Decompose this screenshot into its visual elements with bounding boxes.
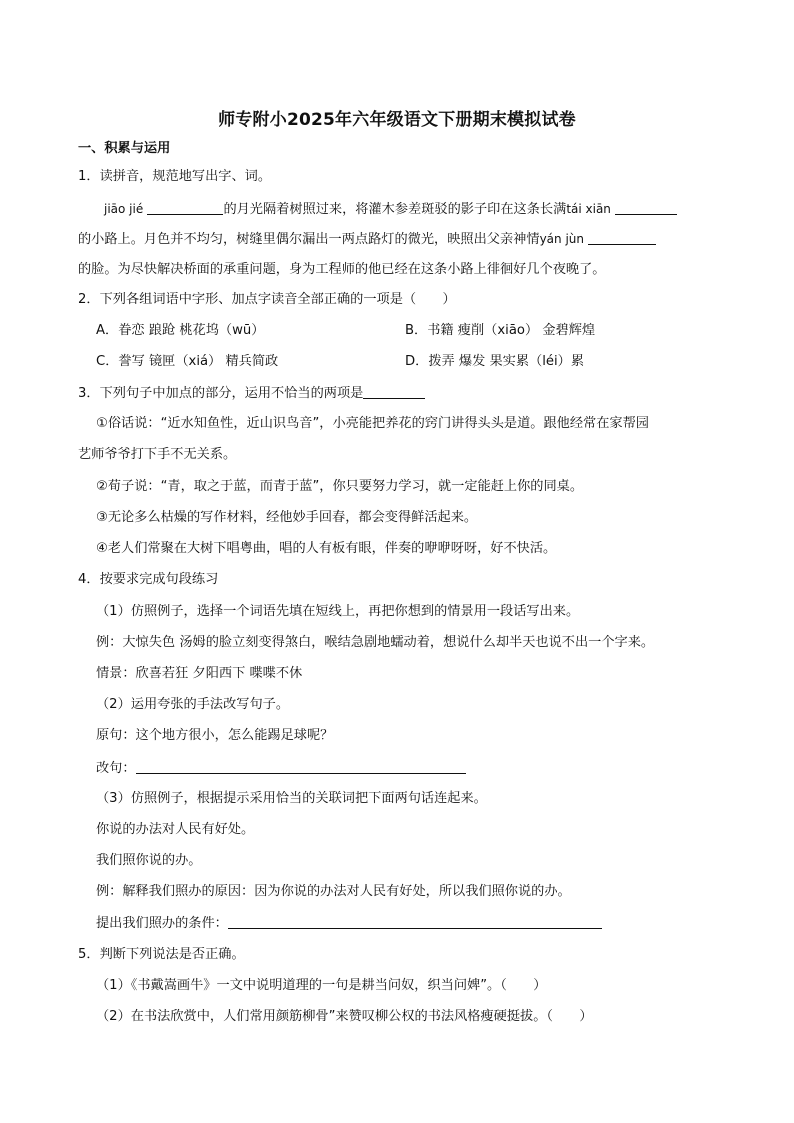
option-c[interactable]: C．誊写 镜匣（xiá） 精兵简政 (96, 354, 279, 369)
question-text: 下列句子中加点的部分，运用不恰当的两项是 (99, 386, 364, 401)
question-number: 2． (78, 292, 100, 307)
question-number: 4． (78, 572, 100, 587)
section-heading: 一、积累与运用 (78, 141, 171, 156)
passage-text: 的月光隔着树照过来，将灌木参差斑驳的影子印在这条长满 (223, 202, 567, 217)
question-5-prompt (78, 946, 245, 964)
rewrite-label: 改句： (96, 761, 136, 776)
judgement-item-2: （2）在书法欣赏中，人们常用颜筋柳骨”来赞叹柳公权的书法风格瘦硬挺拔。（ ） (96, 1009, 593, 1024)
pinyin-prompt: tái xiān (566, 202, 611, 216)
sentence-4: ④老人们常聚在大树下唱粤曲，唱的人有板有眼，伴奏的咿咿呀呀，好不快活。 (96, 541, 557, 556)
answer-blank[interactable] (615, 200, 677, 215)
sub-question-3: （3）仿照例子，根据提示采用恰当的关联词把下面两句话连起来。 (96, 791, 487, 806)
sentence-b: 我们照你说的办。 (96, 853, 202, 868)
answer-blank[interactable] (136, 759, 466, 774)
example-1: 例：大惊失色 汤姆的脸立刻变得煞白，喉结急剧地蠕动着，想说什么却半天也说不出一个字来。 (96, 635, 655, 650)
question-text: 按要求完成句段练习 (99, 572, 219, 587)
judgement-item-1: （1）《书戴嵩画牛》一文中说明道理的一句是耕当问奴，织当问婢”。（ ） (96, 978, 547, 993)
question-number: 3． (78, 386, 100, 401)
question-1-prompt (78, 168, 271, 186)
sentence-a: 你说的办法对人民有好处。 (96, 822, 255, 837)
answer-blank[interactable] (588, 230, 656, 245)
question-text: 下列各组词语中字形、加点字读音全部正确的一项是（ ） (99, 292, 456, 307)
scene-words: 情景：欣喜若狂 夕阳西下 喋喋不休 (96, 666, 303, 681)
pinyin-prompt: jiāo jié (104, 202, 144, 216)
sentence-1: ①俗话说：“近水知鱼性，近山识鸟音”，小亮能把养花的窍门讲得头头是道。跟他经常在家帮园 (96, 416, 649, 431)
example-3: 例：解释我们照办的原因：因为你说的办法对人民有好处，所以我们照你说的办。 (96, 884, 571, 899)
question-text: 判断下列说法是否正确。 (99, 947, 245, 962)
sub-question-1: （1）仿照例子，选择一个词语先填在短线上，再把你想到的情景用一段话写出来。 (96, 604, 580, 619)
passage-text: 的小路上。月色并不均匀，树缝里偶尔漏出一两点路灯的微光，映照出父亲神情 (78, 232, 540, 247)
answer-blank[interactable] (147, 200, 223, 215)
passage-text: 的脸。为尽快解决桥面的承重问题，身为工程师的他已经在这条小路上徘徊好几个夜晚了。 (78, 262, 606, 277)
question-1-line-2 (78, 230, 656, 249)
option-d[interactable]: D．拨弄 爆发 果实累（léi）累 (405, 354, 585, 369)
rewrite-line (96, 759, 466, 778)
answer-blank[interactable] (228, 914, 602, 929)
option-b[interactable]: B．书籍 瘦削（xiāo） 金碧辉煌 (405, 323, 596, 338)
question-text: 读拼音，规范地写出字、词。 (99, 169, 272, 184)
sentence-3: ③无论多么枯燥的写作材料，经他妙手回春，都会变得鲜活起来。 (96, 510, 478, 525)
question-4-prompt (78, 571, 218, 589)
condition-line (96, 914, 602, 933)
pinyin-prompt: yán jùn (539, 232, 584, 246)
option-a[interactable]: A．眷恋 踉跄 桃花坞（wū） (96, 323, 265, 338)
question-2-prompt (78, 291, 456, 309)
question-number: 1． (78, 169, 100, 184)
page-title: 师专附小2025年六年级语文下册期末模拟试卷 (218, 110, 576, 130)
question-3-prompt (78, 384, 425, 403)
answer-blank[interactable] (363, 384, 425, 399)
sub-question-2: （2）运用夸张的手法改写句子。 (96, 697, 290, 712)
sentence-2: ②荀子说：“青，取之于蓝，而青于蓝”，你只要努力学习，就一定能赶上你的同桌。 (96, 479, 584, 494)
original-sentence: 原句：这个地方很小，怎么能踢足球呢？ (96, 728, 334, 743)
condition-label: 提出我们照办的条件： (96, 916, 228, 931)
sentence-1-cont: 艺师爷爷打下手不无关系。 (78, 447, 237, 462)
question-number: 5． (78, 947, 100, 962)
question-1-line-1 (104, 200, 677, 219)
